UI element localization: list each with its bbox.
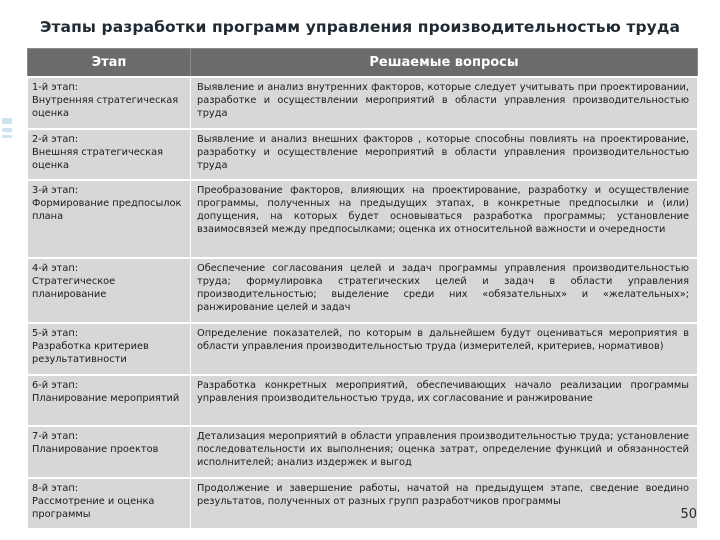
issue-cell: Преобразование факторов, влияющих на проектирование, разработку и осуществление программы, полученных на предыдущих этапах, в конкретные предпосылки и (или) допущения, на которых будет основываться разработка программы; установление взаимосвязей между предпосылками; оценка их относительной важности и очередности: [191, 180, 698, 258]
stage-text: 5-й этап: Разработка критериев результативности: [32, 328, 149, 365]
stage-text: 8-й этап: Рассмотрение и оценка программы: [32, 483, 155, 520]
stage-cell: [28, 180, 191, 258]
stage-cell: [28, 375, 191, 426]
stage-cell: [28, 323, 191, 375]
stage-text: 6-й этап: Планирование мероприятий: [32, 380, 180, 404]
page-title: Этапы разработки программ управления производительностью труда: [39, 18, 681, 36]
table-row: [28, 129, 698, 180]
table-row: [28, 375, 698, 426]
table-header-row: [28, 49, 698, 78]
table-row: [28, 426, 698, 478]
stage-cell: [28, 258, 191, 323]
table-row: [28, 323, 698, 375]
table-row: [28, 478, 698, 528]
table-row: [28, 180, 698, 258]
stages-table: [27, 48, 698, 529]
header-stage: Этап: [28, 49, 191, 78]
issue-cell: Разработка конкретных мероприятий, обеспечивающих начало реализации программы управления производительностью труда, их согласование и ранжирование: [191, 375, 698, 426]
issue-cell: Выявление и анализ внутренних факторов, которые следует учитывать при проектировании, разработке и осуществлении мероприятий в области управления производительностью труда: [191, 77, 698, 129]
stage-cell: [28, 77, 191, 129]
stage-text: 4-й этап: Стратегическое планирование: [32, 263, 116, 300]
stage-cell: [28, 129, 191, 180]
table-row: [28, 258, 698, 323]
stage-text: 3-й этап: Формирование предпосылок плана: [32, 185, 182, 222]
stage-text: 2-й этап: Внешняя стратегическая оценка: [32, 134, 164, 171]
issue-cell: Детализация мероприятий в области управления производительностью труда; установление последовательности их выполнения; оценка затрат, определение функций и обязанностей исполнителей; анализ издержек и выгод: [191, 426, 698, 478]
page-number: 50: [680, 507, 697, 522]
issue-cell: Продолжение и завершение работы, начатой на предыдущем этапе, сведение воедино результатов, полученных от разных групп разработчиков программы: [191, 478, 698, 528]
issue-cell: Обеспечение согласования целей и задач программы управления производительностью труда; формулировка стратегических целей и задач в области управления производительностью; выделение среди них «обязательных» и «желательных»; ранжирование целей и задач: [191, 258, 698, 323]
stage-cell: [28, 426, 191, 478]
table-row: [28, 77, 698, 129]
left-decoration: [0, 0, 18, 540]
issue-cell: Определение показателей, по которым в дальнейшем будут оцениваться мероприятия в области управления производительностью труда (измерителей, критериев, нормативов): [191, 323, 698, 375]
issue-cell: Выявление и анализ внешних факторов , которые способны повлиять на проектирование, разработку и осуществление мероприятий в области управления производительностью труда: [191, 129, 698, 180]
stage-cell: [28, 478, 191, 528]
header-issues: Решаемые вопросы: [191, 49, 698, 78]
stage-text: 7-й этап: Планирование проектов: [32, 431, 159, 455]
stage-text: 1-й этап: Внутренняя стратегическая оценка: [32, 82, 179, 119]
